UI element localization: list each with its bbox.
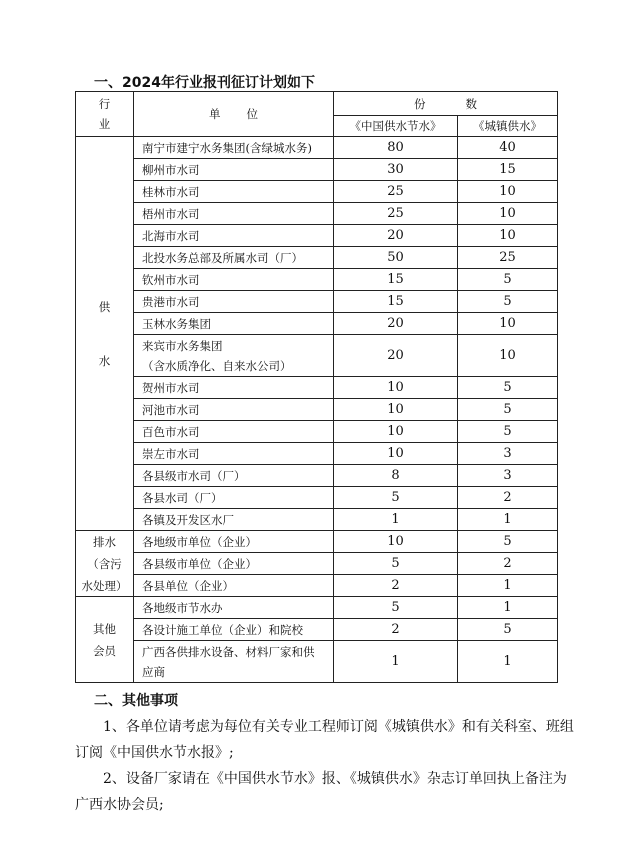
unit-line-1: 广西各供排水设备、材料厂家和供 xyxy=(142,644,315,659)
unit-cell xyxy=(134,641,334,683)
col2-cell: 2 xyxy=(458,553,558,575)
unit-cell: 桂林市水司 xyxy=(134,181,334,203)
table-row xyxy=(76,641,558,683)
table-row xyxy=(76,421,558,443)
unit-cell: 贺州市水司 xyxy=(134,377,334,399)
unit-cell: 各地级市单位（企业） xyxy=(134,531,334,553)
col2-cell: 10 xyxy=(458,335,558,377)
col2-cell: 5 xyxy=(458,531,558,553)
unit-line-1: 来宾市水务集团 xyxy=(142,338,223,353)
table-row xyxy=(76,269,558,291)
unit-cell: 各县级市单位（企业） xyxy=(134,553,334,575)
header-category xyxy=(76,92,134,137)
drainage-label-a: 排水 xyxy=(93,534,116,549)
header-category-a: 行 xyxy=(98,97,111,111)
col2-cell: 5 xyxy=(458,269,558,291)
col1-cell: 10 xyxy=(334,531,458,553)
col1-cell: 20 xyxy=(334,313,458,335)
table-row xyxy=(76,181,558,203)
table-row xyxy=(76,553,558,575)
unit-cell: 南宁市建宁水务集团(含绿城水务) xyxy=(134,137,334,159)
header-unit-text: 单位 xyxy=(209,107,284,121)
table-row xyxy=(76,619,558,641)
col1-cell: 1 xyxy=(334,641,458,683)
col2-cell: 15 xyxy=(458,159,558,181)
table-row xyxy=(76,399,558,421)
table-row xyxy=(76,291,558,313)
table-row xyxy=(76,597,558,619)
header-category-b: 业 xyxy=(98,117,111,131)
col2-cell: 5 xyxy=(458,291,558,313)
unit-cell: 各地级市节水办 xyxy=(134,597,334,619)
col2-cell: 1 xyxy=(458,509,558,531)
header-share xyxy=(334,92,558,116)
table-row xyxy=(76,335,558,377)
col1-cell: 50 xyxy=(334,247,458,269)
col1-cell: 25 xyxy=(334,181,458,203)
col1-cell: 10 xyxy=(334,377,458,399)
table-row xyxy=(76,313,558,335)
col1-cell: 10 xyxy=(334,421,458,443)
unit-cell: 钦州市水司 xyxy=(134,269,334,291)
paragraph-1: 1、各单位请考虑为每位有关专业工程师订阅《城镇供水》和有关科室、班组订阅《中国供水节水报》; xyxy=(75,719,574,761)
col2-cell: 5 xyxy=(458,377,558,399)
unit-cell: 各镇及开发区水厂 xyxy=(134,509,334,531)
col1-cell: 15 xyxy=(334,269,458,291)
category-other-members xyxy=(76,597,134,683)
col2-cell: 10 xyxy=(458,225,558,247)
unit-cell: 玉林水务集团 xyxy=(134,313,334,335)
table-row xyxy=(76,487,558,509)
col2-cell: 40 xyxy=(458,137,558,159)
header-unit xyxy=(134,92,334,137)
water-supply-label-b: 水 xyxy=(98,353,111,368)
col1-cell: 25 xyxy=(334,203,458,225)
col2-cell: 3 xyxy=(458,465,558,487)
unit-cell: 崇左市水司 xyxy=(134,443,334,465)
col2-cell: 5 xyxy=(458,421,558,443)
col1-cell: 80 xyxy=(334,137,458,159)
drainage-label-b: （含污 xyxy=(87,556,122,571)
unit-cell: 北海市水司 xyxy=(134,225,334,247)
table-row xyxy=(76,137,558,159)
col1-cell: 5 xyxy=(334,487,458,509)
table-row xyxy=(76,531,558,553)
col2-cell: 5 xyxy=(458,619,558,641)
col1-cell: 15 xyxy=(334,291,458,313)
col1-cell: 2 xyxy=(334,619,458,641)
col2-cell: 1 xyxy=(458,575,558,597)
unit-cell: 梧州市水司 xyxy=(134,203,334,225)
unit-cell: 各县水司（厂） xyxy=(134,487,334,509)
unit-cell: 河池市水司 xyxy=(134,399,334,421)
col2-cell: 1 xyxy=(458,597,558,619)
col1-cell: 10 xyxy=(334,443,458,465)
header-col2: 《城镇供水》 xyxy=(458,116,558,137)
table-row xyxy=(76,203,558,225)
drainage-label-c: 水处理） xyxy=(81,578,128,593)
col1-cell: 20 xyxy=(334,225,458,247)
table-row xyxy=(76,225,558,247)
col2-cell: 25 xyxy=(458,247,558,269)
paragraph-2: 2、设备厂家请在《中国供水节水》报、《城镇供水》杂志订单回执上备注为广西水协会员; xyxy=(75,771,567,813)
col1-cell: 1 xyxy=(334,509,458,531)
table-row xyxy=(76,247,558,269)
unit-line-2: 应商 xyxy=(142,664,165,679)
unit-cell xyxy=(134,335,334,377)
section2-title: 二、其他事项 xyxy=(94,693,178,709)
col2-cell: 2 xyxy=(458,487,558,509)
header-col1: 《中国供水节水》 xyxy=(334,116,458,137)
table-row xyxy=(76,159,558,181)
unit-cell: 柳州市水司 xyxy=(134,159,334,181)
section1-title: 一、2024年行业报刊征订计划如下 xyxy=(94,75,315,91)
col2-cell: 10 xyxy=(458,313,558,335)
table-row xyxy=(76,377,558,399)
col2-cell: 1 xyxy=(458,641,558,683)
unit-cell: 百色市水司 xyxy=(134,421,334,443)
unit-line-2: （含水质净化、自来水公司） xyxy=(142,358,292,373)
water-supply-label-a: 供 xyxy=(98,299,111,314)
col1-cell: 30 xyxy=(334,159,458,181)
col1-cell: 5 xyxy=(334,597,458,619)
subscription-table xyxy=(75,91,558,683)
table-row xyxy=(76,465,558,487)
unit-cell: 贵港市水司 xyxy=(134,291,334,313)
col1-cell: 8 xyxy=(334,465,458,487)
col2-cell: 10 xyxy=(458,181,558,203)
category-water-supply xyxy=(76,137,134,531)
other-label-a: 其他 xyxy=(93,621,116,636)
col1-cell: 2 xyxy=(334,575,458,597)
unit-cell: 各设计施工单位（企业）和院校 xyxy=(134,619,334,641)
col1-cell: 20 xyxy=(334,335,458,377)
category-drainage xyxy=(76,531,134,597)
unit-cell: 各县级市水司（厂） xyxy=(134,465,334,487)
unit-cell: 各县单位（企业） xyxy=(134,575,334,597)
col1-cell: 10 xyxy=(334,399,458,421)
other-label-b: 会员 xyxy=(93,643,116,658)
unit-cell: 北投水务总部及所属水司（厂） xyxy=(134,247,334,269)
table-row xyxy=(76,443,558,465)
table-row xyxy=(76,575,558,597)
col2-cell: 3 xyxy=(458,443,558,465)
col1-cell: 5 xyxy=(334,553,458,575)
table-row xyxy=(76,509,558,531)
header-share-text: 份数 xyxy=(414,96,517,111)
col2-cell: 10 xyxy=(458,203,558,225)
col2-cell: 5 xyxy=(458,399,558,421)
